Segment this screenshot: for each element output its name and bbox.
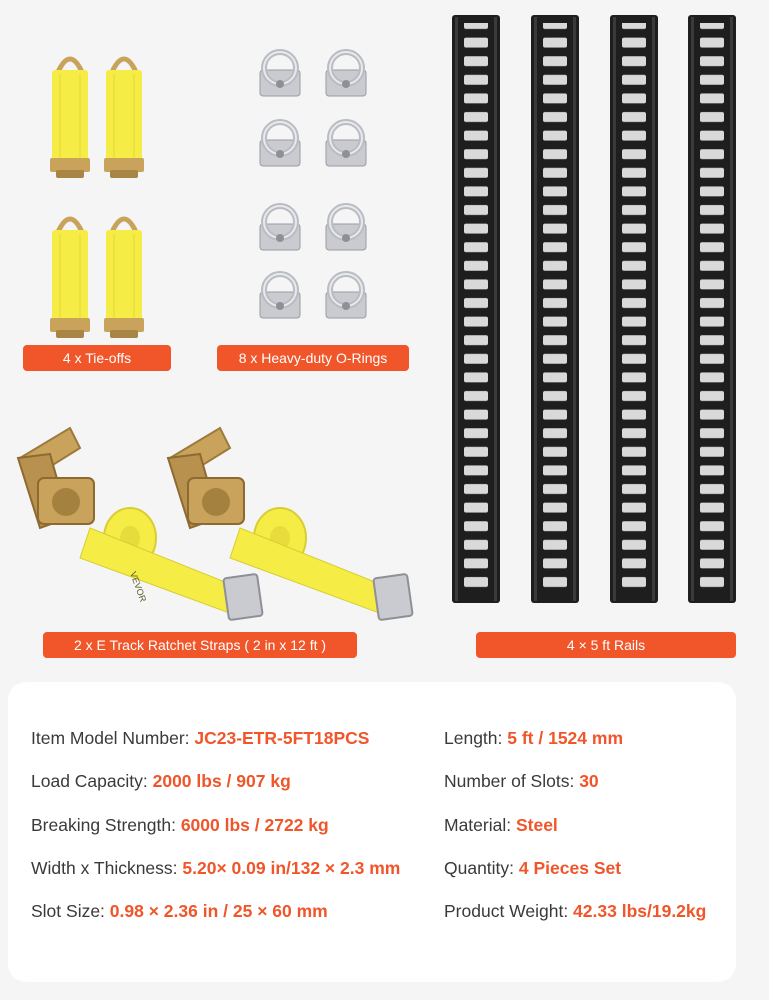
ratchet-straps-label: 2 x E Track Ratchet Straps ( 2 in x 12 ft ) [43,632,357,658]
rails-group [450,15,740,605]
e-track-rail-icon [450,15,740,605]
spec-length: Length: 5 ft / 1524 mm [444,728,623,748]
spec-breaking-strength: Breaking Strength: 6000 lbs / 2722 kg [31,815,329,835]
o-rings-group [250,48,380,338]
spec-model-number: Item Model Number: JC23-ETR-5FT18PCS [31,728,370,748]
o-ring-icon [250,48,380,338]
spec-material: Material: Steel [444,815,558,835]
spec-width-thickness: Width x Thickness: 5.20× 0.09 in/132 × 2.3 mm [31,858,401,878]
spec-number-of-slots: Number of Slots: 30 [444,771,599,791]
o-rings-label: 8 x Heavy-duty O-Rings [217,345,409,371]
tie-offs-group [40,50,160,340]
spec-slot-size: Slot Size: 0.98 × 2.36 in / 25 × 60 mm [31,901,328,921]
tie-off-icon [40,50,160,340]
spec-load-capacity: Load Capacity: 2000 lbs / 907 kg [31,771,291,791]
spec-quantity: Quantity: 4 Pieces Set [444,858,622,878]
tie-offs-label: 4 x Tie-offs [23,345,171,371]
spec-product-weight: Product Weight: 42.33 lbs/19.2kg [444,901,707,921]
rails-label: 4 × 5 ft Rails [476,632,736,658]
ratchet-straps-group [10,418,420,628]
ratchet-strap-icon [10,418,420,628]
strap-brand-text: VEVOR [128,570,149,604]
